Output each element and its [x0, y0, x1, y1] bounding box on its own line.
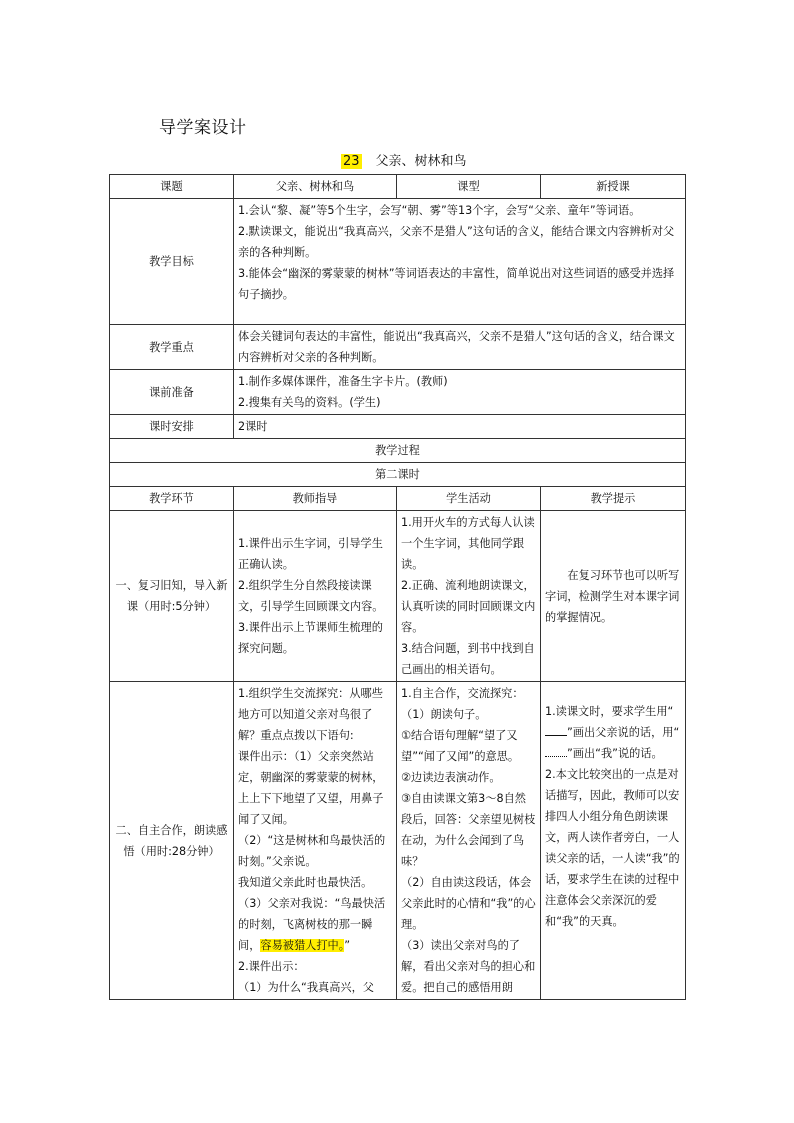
- highlighted-text: 容易被猎人打中。: [260, 939, 345, 952]
- teacher-line: 我知道父亲此时也最快活。: [238, 876, 373, 889]
- prep-cell: [234, 370, 686, 415]
- prep-label: 课前准备: [110, 370, 234, 415]
- student-line: （3）读出父亲对鸟的了解，看出父亲对鸟的担心和爱。把自己的感悟用朗: [401, 939, 536, 994]
- column-header: 教师指导: [234, 487, 397, 511]
- tip-text: 在复习环节也可以听写字词，检测学生对本课字词的掌握情况。: [545, 568, 680, 624]
- tip-line: [545, 701, 681, 764]
- student-line: ③自由读课文第3～8自然段后，回答：父亲望见树枝在动，为什么会闻到了鸟味？: [401, 792, 536, 868]
- tip-text: ”画出“我”说的话。: [567, 747, 663, 760]
- teacher-line: 1.课件出示生字词，引导学生正确认读。: [238, 537, 383, 571]
- goal-item: 2.默读课文，能说出“我真高兴，父亲不是猎人”这句话的含义，能结合课文内容辨析对父亲的各种判断。: [238, 225, 675, 259]
- hours-value: 2课时: [234, 415, 686, 439]
- teacher-line: 1.组织学生交流探究：从哪些地方可以知道父亲对鸟很了解？重点点拨以下语句:: [238, 687, 383, 742]
- prep-item: 1.制作多媒体课件，准备生字卡片。(教师): [238, 375, 448, 388]
- topic-value: 父亲、树林和鸟: [234, 175, 397, 199]
- step1-tip: [541, 511, 686, 682]
- type-value: 新授课: [541, 175, 686, 199]
- student-line: ②边读边表演动作。: [401, 771, 501, 784]
- teacher-text: （3）父亲对我说：“鸟最快活的时刻，飞离树枝的那一瞬间，: [238, 897, 386, 952]
- column-header: 教学提示: [541, 487, 686, 511]
- key-label: 教学重点: [110, 325, 234, 370]
- type-label: 课型: [397, 175, 541, 199]
- teacher-line: [238, 893, 392, 956]
- goal-item: 3.能体会“幽深的雾蒙蒙的树林”等词语表达的丰富性，简单说出对这些词语的感受并选择句子摘抄。: [238, 267, 675, 301]
- student-line: 2.正确、流利地朗读课文，认真听读的同时回顾课文内容。: [401, 579, 536, 634]
- underline-mark: [545, 723, 567, 736]
- topic-label: 课题: [110, 175, 234, 199]
- tip-text: 1.读课文时，要求学生用“: [545, 705, 674, 718]
- step2-student: [397, 682, 541, 1000]
- step1-student: [397, 511, 541, 682]
- goals-cell: [234, 199, 686, 325]
- lesson-title: [341, 150, 467, 169]
- wavy-line-mark: [545, 744, 567, 757]
- student-line: （1）朗读句子。: [401, 708, 487, 721]
- teacher-line: （1）为什么“我真高兴，父: [238, 981, 374, 994]
- session-title: 第二课时: [110, 463, 686, 487]
- step2-teacher: [234, 682, 397, 1000]
- student-line: （2）自由读这段话，体会父亲此时的心情和“我”的心理。: [401, 876, 536, 931]
- column-header: 教学环节: [110, 487, 234, 511]
- step2-tip: [541, 682, 686, 1000]
- column-header: 学生活动: [397, 487, 541, 511]
- goals-label: 教学目标: [110, 199, 234, 325]
- teacher-line: 2.组织学生分自然段接读课文，引导学生回顾课文内容。: [238, 579, 384, 613]
- step1-teacher: [234, 511, 397, 682]
- teacher-line: 课件出示：（1）父亲突然站定，朝幽深的雾蒙蒙的树林，上上下下地望了又望，用鼻子闻了又闻。: [238, 750, 384, 826]
- lesson-number: 23: [343, 154, 360, 169]
- hours-label: 课时安排: [110, 415, 234, 439]
- student-line: 3.结合问题，到书中找到自己画出的相关语句。: [401, 642, 535, 676]
- goal-item: 1.会认“黎、凝”等5个生字，会写“朝、雾”等13个字，会写“父亲、童年”等词语。: [238, 204, 641, 217]
- step2-name: 二、自主合作，朗读感悟（用时:28分钟）: [110, 682, 234, 1000]
- teacher-text: ”: [344, 939, 351, 952]
- teacher-line: （2）“这是树林和鸟最快活的时刻。”父亲说。: [238, 834, 386, 868]
- document-heading: 导学案设计: [159, 118, 247, 138]
- prep-item: 2.搜集有关鸟的资料。(学生): [238, 396, 381, 409]
- lesson-name: 父亲、树林和鸟: [375, 154, 467, 169]
- teacher-line: 2.课件出示：: [238, 960, 305, 973]
- student-line: ①结合语句理解“望了又望”“闻了又闻”的意思。: [401, 729, 520, 763]
- teacher-line: 3.课件出示上节课师生梳理的探究问题。: [238, 621, 383, 655]
- tip-line: 2.本文比较突出的一点是对话描写，因此，教师可以安排四人小组分角色朗读课文，两人读作者旁白，一人读父亲的话，一人读“我”的话，要求学生在读的过程中注意体会父亲深沉的爱和“我”的天真。: [545, 768, 680, 928]
- process-title: 教学过程: [110, 439, 686, 463]
- lesson-plan-table: [109, 174, 686, 1000]
- student-line: 1.自主合作，交流探究：: [401, 687, 524, 700]
- key-value: 体会关键词句表达的丰富性，能说出“我真高兴，父亲不是猎人”这句话的含义，结合课文内容辨析对父亲的各种判断。: [234, 325, 686, 370]
- student-line: 1.用开火车的方式每人认读一个生字词，其他同学跟读。: [401, 516, 535, 571]
- tip-text: ”画出父亲说的话，用“: [567, 726, 680, 739]
- step1-name: 一、复习旧知，导入新课（用时:5分钟）: [110, 511, 234, 682]
